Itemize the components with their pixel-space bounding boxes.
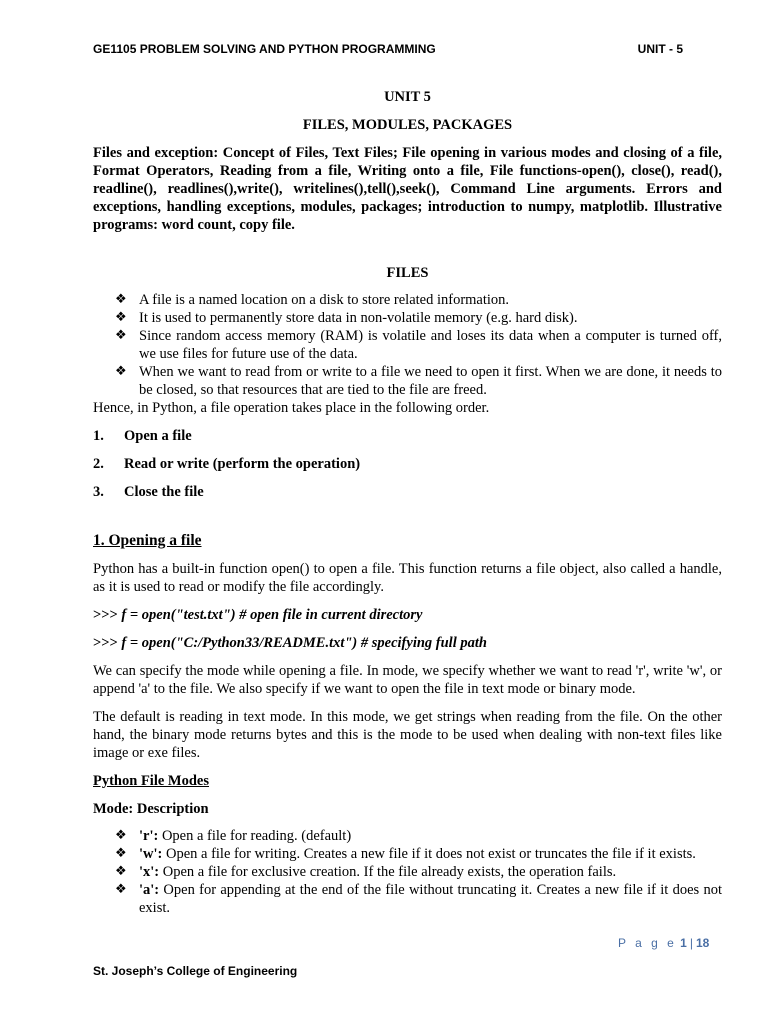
- default-mode-paragraph: The default is reading in text mode. In this mode, we get strings when reading from the file. On the other hand, the binary mode returns bytes and this is the mode to be used when dealing with non-text files like image or exe files.: [93, 709, 722, 761]
- files-bullet-list: [93, 291, 722, 399]
- header-unit: UNIT - 5: [637, 42, 683, 56]
- file-modes-title: Python File Modes: [93, 773, 209, 789]
- header-course-title: GE1105 PROBLEM SOLVING AND PYTHON PROGRAMMING: [93, 42, 436, 56]
- bullet-diamond-icon: ❖: [115, 882, 127, 897]
- opening-paragraph: Python has a built-in function open() to open a file. This function returns a file object, also called a handle, as it is used to read or modify the file accordingly.: [93, 561, 722, 595]
- files-heading: FILES: [386, 265, 429, 281]
- list-item: 2. Read or write (perform the operation): [93, 456, 361, 472]
- list-item: ❖ Since random access memory (RAM) is volatile and loses its data when a computer is turned off, we use files for future use of the data.: [115, 328, 722, 362]
- page-number: [618, 936, 709, 950]
- page-separator: |: [689, 936, 693, 950]
- list-item: ❖ 'w': Open a file for writing. Creates a new file if it does not exist or truncates the file if it exists.: [115, 846, 696, 862]
- page-label: P a g e: [618, 936, 677, 950]
- page-footer: St. Joseph’s College of Engineering: [93, 964, 298, 978]
- page-total: 18: [695, 936, 710, 950]
- list-item: ❖ A file is a named location on a disk to store related information.: [115, 292, 510, 308]
- page-content: [93, 86, 722, 917]
- list-item: ❖ It is used to permanently store data in non-volatile memory (e.g. hard disk).: [115, 310, 578, 326]
- bullet-diamond-icon: ❖: [115, 310, 127, 325]
- code-example-2: >>> f = open("C:/Python33/README.txt") # specifying full path: [93, 635, 487, 651]
- bullet-diamond-icon: ❖: [115, 364, 127, 379]
- list-item: ❖ When we want to read from or write to a file we need to open it first. When we are done, it needs to be closed, so that resources that are tied to the file are freed.: [115, 364, 722, 398]
- bullet-diamond-icon: ❖: [115, 328, 127, 343]
- mode-description-label: Mode: Description: [93, 801, 209, 817]
- section-title-opening-file: 1. Opening a file: [93, 532, 202, 549]
- mode-paragraph: We can specify the mode while opening a file. In mode, we specify whether we want to read 'r', write 'w', or append 'a' to the file. We also specify if we want to open the file in text mode or binary mode.: [93, 663, 722, 697]
- bullet-diamond-icon: ❖: [115, 828, 127, 843]
- page-header: [93, 42, 683, 56]
- file-modes-list: [93, 827, 722, 917]
- list-item: ❖ 'r': Open a file for reading. (default): [115, 828, 352, 844]
- code-example-1: >>> f = open("test.txt") # open file in current directory: [93, 607, 423, 623]
- bullet-diamond-icon: ❖: [115, 864, 127, 879]
- list-item: ❖ 'a': Open for appending at the end of the file without truncating it. Creates a new file if it does not exist.: [115, 882, 722, 916]
- bullet-diamond-icon: ❖: [115, 292, 127, 307]
- list-item: 1. Open a file: [93, 428, 192, 444]
- syllabus-intro: Files and exception: Concept of Files, Text Files; File opening in various modes and closing of a file, Format Operators, Reading from a file, Writing onto a file, File functions-open(), close(), read(), readline(), readlines(),write(), writelines(),tell(),seek(), Command Line arguments. Errors and exceptions, handling exceptions, modules, packages; introduction to numpy, matplotlib. Illustrative programs: word count, copy file.: [93, 145, 722, 233]
- list-item: ❖ 'x': Open a file for exclusive creation. If the file already exists, the operation fails.: [115, 864, 617, 880]
- steps-list: [93, 427, 722, 501]
- bullet-diamond-icon: ❖: [115, 846, 127, 861]
- unit-subtitle: FILES, MODULES, PACKAGES: [302, 117, 513, 133]
- page-current: 1: [680, 936, 687, 950]
- unit-title: UNIT 5: [384, 89, 431, 105]
- list-item: 3. Close the file: [93, 484, 204, 500]
- order-text: Hence, in Python, a file operation takes place in the following order.: [93, 400, 490, 416]
